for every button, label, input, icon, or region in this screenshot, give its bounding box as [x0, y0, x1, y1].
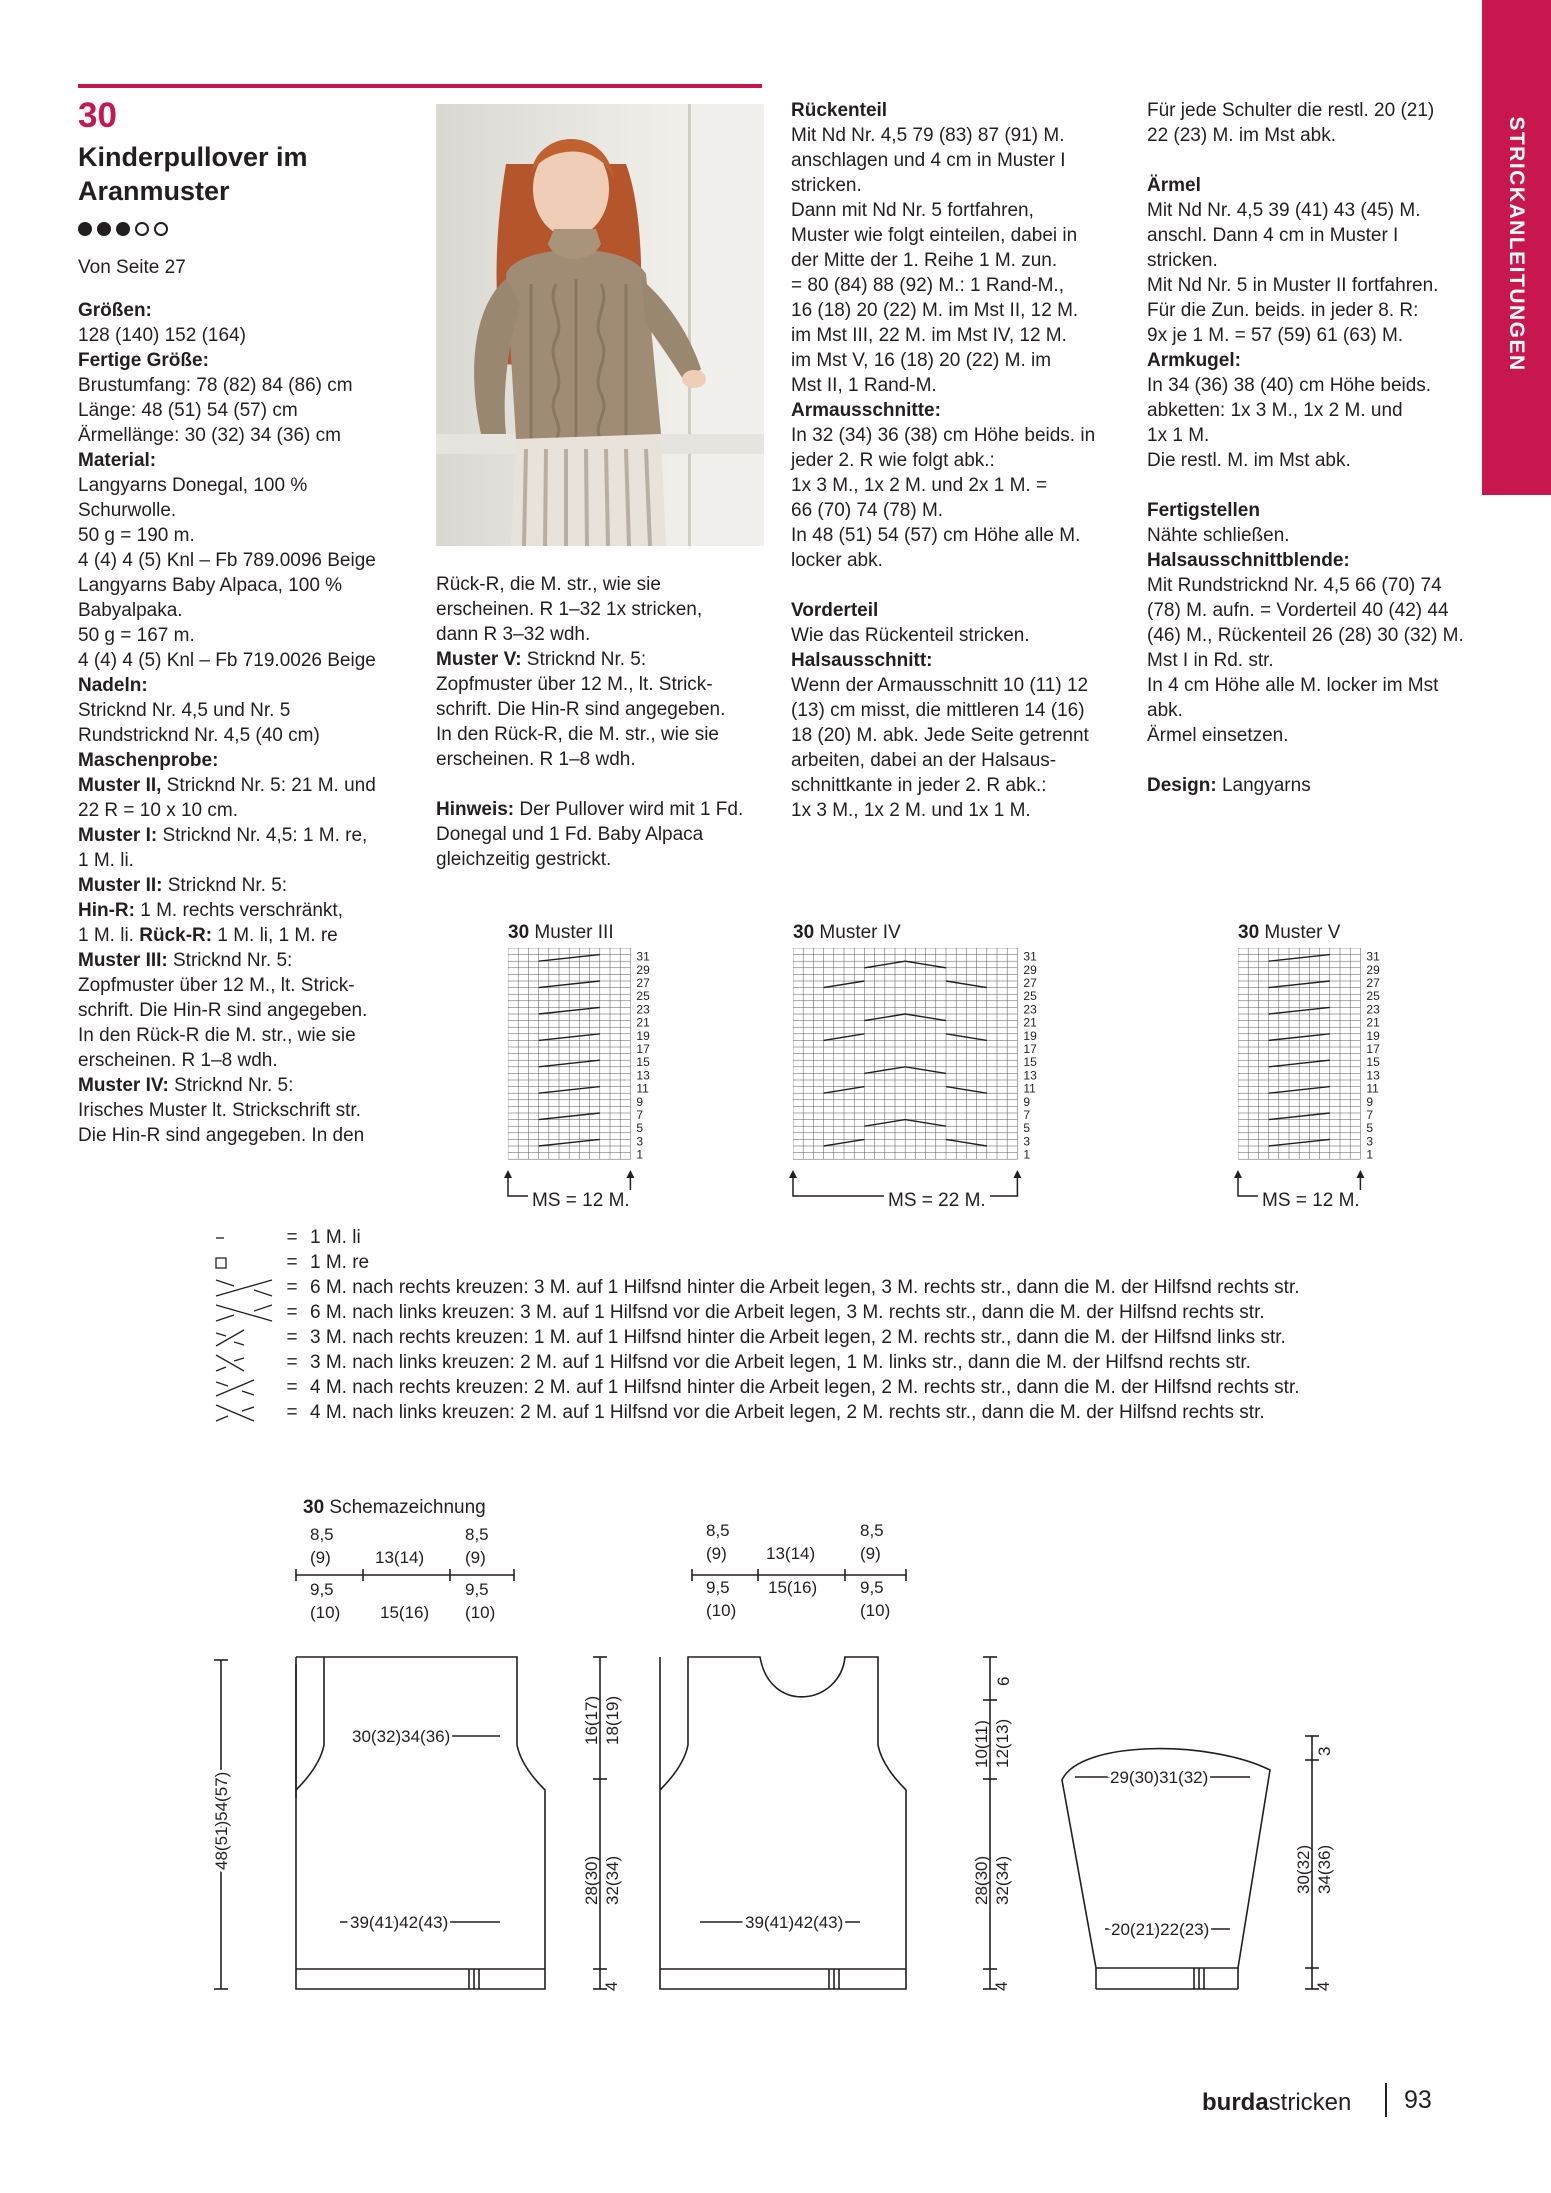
chart-row-number: 5 — [1366, 1121, 1374, 1136]
text-line: Muster wie folgt einteilen, dabei in — [791, 225, 1078, 246]
text-line: stricken. — [791, 175, 862, 196]
svg-text:8,5: 8,5 — [465, 1525, 489, 1544]
legend-equals: = — [286, 1251, 298, 1273]
footer-divider — [1385, 2083, 1387, 2117]
text-line: Langyarns Baby Alpaca, 100 % — [78, 575, 343, 596]
text-line: Armkugel: — [1147, 350, 1241, 371]
chart-row-number: 3 — [1366, 1134, 1374, 1149]
chart-row-number: 13 — [1366, 1068, 1380, 1083]
svg-text:(10): (10) — [706, 1601, 737, 1620]
legend-text: 4 M. nach links kreuzen: 2 M. auf 1 Hilfsnd vor die Arbeit legen, 2 M. rechts str., dann die M. der Hilfsnd rechts str. — [310, 1401, 1265, 1423]
text-line: stricken. — [1147, 250, 1218, 271]
pattern-number: 30 — [78, 96, 117, 135]
text-line: im Mst III, 22 M. im Mst IV, 12 M. — [791, 325, 1067, 346]
text-line: gleichzeitig gestrickt. — [436, 849, 612, 870]
text-line: der Mitte der 1. Reihe 1 M. zun. — [791, 250, 1058, 271]
legend-text: 3 M. nach links kreuzen: 2 M. auf 1 Hilfsnd vor die Arbeit legen, 1 M. links str., dann die M. der Hilfsnd rechts str. — [310, 1351, 1251, 1373]
svg-text:(9): (9) — [706, 1544, 727, 1563]
text-line: Größen: — [78, 300, 152, 321]
pattern-title: Kinderpullover im Aranmuster — [78, 142, 308, 206]
difficulty-dot-empty — [135, 222, 149, 236]
svg-text:16(17): 16(17) — [582, 1695, 601, 1745]
text-line: schrift. Die Hin-R sind angegeben. — [436, 699, 726, 720]
text-line: Ärmel — [1147, 175, 1201, 196]
text-line: Zopfmuster über 12 M., lt. Strick- — [436, 674, 713, 695]
repeat-label-muster-iii: MS = 12 M. — [528, 1190, 634, 1212]
chart-row-number: 27 — [636, 976, 650, 990]
text-line: 4 (4) 4 (5) Knl – Fb 789.0096 Beige — [78, 550, 376, 571]
chart-row-number: 17 — [1023, 1042, 1037, 1056]
chart-row-number: 27 — [1366, 976, 1380, 990]
text-line: Für die Zun. beids. in jeder 8. R: — [1147, 300, 1419, 321]
text-line: anschlagen und 4 cm in Muster I — [791, 150, 1066, 171]
chart-row-number: 31 — [636, 949, 650, 964]
svg-text:(10): (10) — [860, 1601, 891, 1620]
text-line: In 32 (34) 36 (38) cm Höhe beids. in — [791, 425, 1096, 446]
knitting-chart-muster-iv — [793, 948, 1123, 1176]
text-line: schrift. Die Hin-R sind angegeben. — [78, 1000, 368, 1021]
svg-text:8,5: 8,5 — [706, 1521, 730, 1540]
chart-row-number: 23 — [636, 1002, 650, 1017]
legend-equals: = — [286, 1376, 298, 1398]
text-line: 1x 3 M., 1x 2 M. und 2x 1 M. = — [791, 475, 1048, 496]
difficulty-dot-empty — [154, 222, 168, 236]
chart-row-number: 1 — [636, 1147, 644, 1162]
legend-text: 6 M. nach links kreuzen: 3 M. auf 1 Hilfsnd vor die Arbeit legen, 3 M. rechts str., dann die M. der Hilfsnd rechts str. — [310, 1301, 1265, 1323]
legend-symbol-purl — [214, 1227, 274, 1249]
chart-title-muster-v: 30 Muster V — [1238, 922, 1341, 943]
text-line: locker abk. — [791, 550, 883, 571]
chart-row-number: 9 — [1023, 1094, 1031, 1109]
text-line: 50 g = 190 m. — [78, 525, 195, 546]
chart-row-number: 25 — [636, 989, 650, 1004]
text-line: Halsausschnitt: — [791, 650, 933, 671]
legend-text: 4 M. nach rechts kreuzen: 2 M. auf 1 Hilfsnd hinter die Arbeit legen, 2 M. rechts str., dann die M. der Hilfsnd rechts str. — [310, 1376, 1300, 1398]
text-line: Vorderteil — [791, 600, 879, 621]
svg-text:(9): (9) — [310, 1548, 331, 1567]
chart-row-number: 13 — [1023, 1068, 1037, 1083]
legend-symbol-cable4l — [214, 1402, 274, 1424]
svg-text:15(16): 15(16) — [768, 1578, 818, 1597]
svg-text:34(36): 34(36) — [1315, 1844, 1334, 1894]
legend-text: 6 M. nach rechts kreuzen: 3 M. auf 1 Hilfsnd hinter die Arbeit legen, 3 M. rechts str., dann die M. der Hilfsnd rechts str. — [310, 1276, 1300, 1298]
chart-row-number: 19 — [1023, 1028, 1037, 1043]
svg-text:30(32)34(36): 30(32)34(36) — [352, 1727, 451, 1746]
svg-text:9,5: 9,5 — [310, 1580, 334, 1599]
svg-text:9,5: 9,5 — [465, 1580, 489, 1599]
text-line: Mit Nd Nr. 4,5 79 (83) 87 (91) M. — [791, 125, 1065, 146]
svg-text:20(21)22(23): 20(21)22(23) — [1111, 1920, 1210, 1939]
text-line: Material: — [78, 450, 157, 471]
brand-logo: burdastricken — [1202, 2089, 1352, 2116]
text-line: In 34 (36) 38 (40) cm Höhe beids. — [1147, 375, 1432, 396]
chart-row-number: 15 — [1023, 1055, 1037, 1070]
difficulty-rating — [78, 222, 168, 236]
text-line: Hin-R: 1 M. rechts verschränkt, — [78, 900, 343, 921]
text-line: Stricknd Nr. 4,5 und Nr. 5 — [78, 700, 291, 721]
svg-text:10(11): 10(11) — [972, 1720, 991, 1768]
text-line: (13) cm misst, die mittleren 14 (16) — [791, 700, 1085, 721]
legend-row — [214, 1375, 1300, 1400]
svg-text:32(34): 32(34) — [993, 1855, 1012, 1905]
chart-row-number: 21 — [1023, 1015, 1037, 1030]
text-line: Design: Langyarns — [1147, 775, 1311, 796]
text-line: Mit Nd Nr. 4,5 39 (41) 43 (45) M. — [1147, 200, 1421, 221]
text-line: 18 (20) M. abk. Jede Seite getrennt — [791, 725, 1089, 746]
text-line: Irisches Muster lt. Strickschrift str. — [78, 1100, 361, 1121]
legend-equals: = — [286, 1351, 298, 1373]
legend-symbol-cable4r — [214, 1377, 274, 1399]
text-line: im Mst V, 16 (18) 20 (22) M. im — [791, 350, 1052, 371]
chart-row-number: 25 — [1366, 989, 1380, 1004]
text-line: 9x je 1 M. = 57 (59) 61 (63) M. — [1147, 325, 1404, 346]
legend-equals: = — [286, 1226, 298, 1248]
page-number: 93 — [1404, 2086, 1432, 2114]
text-line: Rundstricknd Nr. 4,5 (40 cm) — [78, 725, 320, 746]
chart-row-number: 13 — [636, 1068, 650, 1083]
text-line: erscheinen. R 1–8 wdh. — [436, 749, 636, 770]
schema-title: 30 Schemazeichnung — [303, 1497, 486, 1518]
repeat-label-muster-v: MS = 12 M. — [1258, 1190, 1364, 1212]
chart-row-number: 19 — [1366, 1028, 1380, 1043]
column-patterns-cont — [436, 572, 776, 872]
page-reference: Von Seite 27 — [78, 257, 186, 278]
chart-row-number: 25 — [1023, 989, 1037, 1004]
text-line: Muster II: Stricknd Nr. 5: — [78, 875, 288, 896]
text-line: Die Hin-R sind angegeben. In den — [78, 1125, 365, 1146]
svg-text:9,5: 9,5 — [706, 1578, 730, 1597]
paragraph-gap — [1147, 473, 1487, 498]
chart-row-number: 7 — [1023, 1108, 1031, 1122]
text-line: Donegal und 1 Fd. Baby Alpaca — [436, 824, 704, 845]
legend-row — [214, 1400, 1300, 1425]
legend-text: 3 M. nach rechts kreuzen: 1 M. auf 1 Hilfsnd hinter die Arbeit legen, 2 M. rechts str., dann die M. der Hilfsnd links str. — [310, 1326, 1286, 1348]
text-line: dann R 3–32 wdh. — [436, 624, 591, 645]
chart-row-number: 21 — [1366, 1015, 1380, 1030]
text-line: 4 (4) 4 (5) Knl – Fb 719.0026 Beige — [78, 650, 376, 671]
text-line: Zopfmuster über 12 M., lt. Strick- — [78, 975, 355, 996]
text-line: Wenn der Armausschnitt 10 (11) 12 — [791, 675, 1089, 696]
chart-title-muster-iv: 30 Muster IV — [793, 922, 901, 943]
text-line: Muster V: Stricknd Nr. 5: — [436, 649, 647, 670]
text-line: Fertige Größe: — [78, 350, 209, 371]
text-line: (78) M. aufn. = Vorderteil 40 (42) 44 — [1147, 600, 1449, 621]
svg-text:32(34): 32(34) — [603, 1855, 622, 1905]
chart-row-number: 5 — [636, 1121, 644, 1136]
chart-row-number: 7 — [636, 1108, 644, 1122]
legend-symbol-cable6l — [214, 1302, 274, 1324]
svg-text:28(30): 28(30) — [972, 1855, 991, 1905]
svg-text:4: 4 — [602, 1981, 621, 1991]
paragraph-gap — [1147, 148, 1487, 173]
section-tab-label: STRICKANLEITUNGEN — [1505, 116, 1528, 372]
svg-text:29(30)31(32): 29(30)31(32) — [1110, 1768, 1209, 1787]
svg-text:(10): (10) — [310, 1603, 341, 1622]
text-line: erscheinen. R 1–8 wdh. — [78, 1050, 278, 1071]
text-line: In den Rück-R, die M. str., wie sie — [436, 724, 719, 745]
text-line: jeder 2. R wie folgt abk.: — [791, 450, 995, 471]
svg-text:(9): (9) — [465, 1548, 486, 1567]
chart-row-number: 11 — [1366, 1081, 1379, 1096]
text-line: anschl. Dann 4 cm in Muster I — [1147, 225, 1399, 246]
svg-text:28(30): 28(30) — [582, 1855, 601, 1905]
chart-row-number: 3 — [1023, 1134, 1031, 1149]
chart-row-number: 27 — [1023, 976, 1037, 990]
legend-row — [214, 1250, 1300, 1275]
text-line: Muster I: Stricknd Nr. 4,5: 1 M. re, — [78, 825, 368, 846]
legend-symbol-cable3l — [214, 1352, 274, 1374]
chart-row-number: 7 — [1366, 1108, 1374, 1122]
text-line: Babyalpaka. — [78, 600, 183, 621]
symbol-legend — [214, 1225, 1300, 1425]
text-line: Muster II, Stricknd Nr. 5: 21 M. und — [78, 775, 376, 796]
difficulty-dot-filled — [116, 222, 130, 236]
text-line: Schurwolle. — [78, 500, 177, 521]
text-line: Mit Rundstricknd Nr. 4,5 66 (70) 74 — [1147, 575, 1442, 596]
svg-text:4: 4 — [1314, 1981, 1333, 1991]
chart-row-number: 9 — [1366, 1094, 1374, 1109]
text-line: 1x 3 M., 1x 2 M. und 1x 1 M. — [791, 800, 1031, 821]
legend-equals: = — [286, 1326, 298, 1348]
text-line: Mit Nd Nr. 5 in Muster II fortfahren. — [1147, 275, 1439, 296]
chart-row-number: 5 — [1023, 1121, 1031, 1136]
legend-equals: = — [286, 1401, 298, 1423]
text-line: 22 (23) M. im Mst abk. — [1147, 125, 1336, 146]
text-line: Muster IV: Stricknd Nr. 5: — [78, 1075, 294, 1096]
text-line: In den Rück-R die M. str., wie sie — [78, 1025, 356, 1046]
svg-text:6: 6 — [994, 1676, 1013, 1686]
svg-text:8,5: 8,5 — [310, 1525, 334, 1544]
text-line: Rückenteil — [791, 100, 888, 121]
text-line: Hinweis: Der Pullover wird mit 1 Fd. — [436, 799, 744, 820]
text-line: Armausschnitte: — [791, 400, 941, 421]
svg-text:8,5: 8,5 — [860, 1521, 884, 1540]
chart-row-number: 3 — [636, 1134, 644, 1149]
text-line: schnittkante in jeder 2. R abk.: — [791, 775, 1047, 796]
text-line: Nadeln: — [78, 675, 148, 696]
chart-row-number: 11 — [1023, 1081, 1036, 1096]
chart-row-number: 23 — [1023, 1002, 1037, 1017]
text-line: Muster III: Stricknd Nr. 5: — [78, 950, 293, 971]
chart-row-number: 1 — [1366, 1147, 1374, 1162]
legend-row — [214, 1350, 1300, 1375]
svg-text:30(32): 30(32) — [1294, 1844, 1313, 1894]
model-photo — [436, 104, 764, 546]
chart-row-number: 19 — [636, 1028, 650, 1043]
paragraph-gap — [791, 573, 1131, 598]
legend-row — [214, 1325, 1300, 1350]
text-line: In 4 cm Höhe alle M. locker im Mst — [1147, 675, 1439, 696]
text-line: Ärmel einsetzen. — [1147, 725, 1289, 746]
repeat-label-muster-iv: MS = 22 M. — [884, 1190, 990, 1212]
svg-text:39(41)42(43): 39(41)42(43) — [350, 1913, 449, 1932]
svg-text:4: 4 — [992, 1981, 1011, 1991]
svg-text:48(51)54(57): 48(51)54(57) — [212, 1771, 231, 1870]
chart-row-number: 15 — [1366, 1055, 1380, 1070]
legend-row — [214, 1300, 1300, 1325]
text-line: Langyarns Donegal, 100 % — [78, 475, 308, 496]
text-line: Maschenprobe: — [78, 750, 219, 771]
knitting-chart-muster-v — [1238, 948, 1438, 1176]
svg-text:15(16): 15(16) — [380, 1603, 430, 1622]
text-line: Nähte schließen. — [1147, 525, 1290, 546]
chart-row-number: 17 — [636, 1042, 650, 1056]
text-line: 66 (70) 74 (78) M. — [791, 500, 944, 521]
text-line: 1 M. li. Rück-R: 1 M. li, 1 M. re — [78, 925, 338, 946]
text-line: 16 (18) 20 (22) M. im Mst II, 12 M. — [791, 300, 1079, 321]
text-line: Die restl. M. im Mst abk. — [1147, 450, 1351, 471]
svg-text:39(41)42(43): 39(41)42(43) — [745, 1913, 844, 1932]
text-line: Dann mit Nd Nr. 5 fortfahren, — [791, 200, 1034, 221]
chart-row-number: 9 — [636, 1094, 644, 1109]
chart-row-number: 31 — [1366, 949, 1380, 964]
paragraph-gap — [436, 772, 776, 797]
chart-row-number: 29 — [1023, 962, 1037, 977]
legend-equals: = — [286, 1276, 298, 1298]
chart-row-number: 31 — [1023, 949, 1037, 964]
text-line: Brustumfang: 78 (82) 84 (86) cm — [78, 375, 353, 396]
text-line: arbeiten, dabei an der Halsaus- — [791, 750, 1057, 771]
text-line: Länge: 48 (51) 54 (57) cm — [78, 400, 298, 421]
text-line: 1 M. li. — [78, 850, 134, 871]
chart-row-number: 1 — [1023, 1147, 1031, 1162]
text-line: abk. — [1147, 700, 1183, 721]
legend-symbol-cable3r — [214, 1327, 274, 1349]
chart-title-muster-iii: 30 Muster III — [508, 922, 614, 943]
svg-text:18(19): 18(19) — [603, 1695, 622, 1745]
svg-text:13(14): 13(14) — [375, 1548, 425, 1567]
chart-row-number: 15 — [636, 1055, 650, 1070]
text-line: (46) M., Rückenteil 26 (28) 30 (32) M. — [1147, 625, 1464, 646]
text-line: = 80 (84) 88 (92) M.: 1 Rand-M., — [791, 275, 1064, 296]
legend-symbol-cable6r — [214, 1277, 274, 1299]
legend-row — [214, 1225, 1300, 1250]
svg-text:13(14): 13(14) — [766, 1544, 816, 1563]
text-line: Mst I in Rd. str. — [1147, 650, 1274, 671]
svg-text:12(13): 12(13) — [993, 1718, 1012, 1768]
chart-row-number: 29 — [1366, 962, 1380, 977]
text-line: erscheinen. R 1–32 1x stricken, — [436, 599, 703, 620]
text-line: In 48 (51) 54 (57) cm Höhe alle M. — [791, 525, 1081, 546]
text-line: 128 (140) 152 (164) — [78, 325, 246, 346]
legend-equals: = — [286, 1301, 298, 1323]
text-line: abketten: 1x 3 M., 1x 2 M. und — [1147, 400, 1403, 421]
text-line: 1x 1 M. — [1147, 425, 1210, 446]
column-materials — [78, 298, 418, 1148]
svg-text:3: 3 — [1315, 1746, 1334, 1756]
column-sleeve-finishing — [1147, 98, 1487, 798]
svg-text:9,5: 9,5 — [860, 1578, 884, 1597]
text-line: Halsausschnittblende: — [1147, 550, 1350, 571]
column-back-front — [791, 98, 1131, 823]
chart-row-number: 17 — [1366, 1042, 1380, 1056]
text-line: Für jede Schulter die restl. 20 (21) — [1147, 100, 1435, 121]
text-line: Wie das Rückenteil stricken. — [791, 625, 1030, 646]
knitting-chart-muster-iii — [508, 948, 708, 1176]
paragraph-gap — [1147, 748, 1487, 773]
legend-row — [214, 1275, 1300, 1300]
text-line: Mst II, 1 Rand-M. — [791, 375, 937, 396]
text-line: 50 g = 167 m. — [78, 625, 195, 646]
chart-row-number: 21 — [636, 1015, 650, 1030]
text-line: Fertigstellen — [1147, 500, 1260, 521]
accent-top-line — [78, 84, 762, 88]
text-line: Rück-R, die M. str., wie sie — [436, 574, 661, 595]
svg-text:(9): (9) — [860, 1544, 881, 1563]
difficulty-dot-filled — [78, 222, 92, 236]
legend-symbol-knit — [214, 1252, 274, 1274]
chart-row-number: 29 — [636, 962, 650, 977]
text-line: 22 R = 10 x 10 cm. — [78, 800, 238, 821]
chart-row-number: 11 — [636, 1081, 649, 1096]
legend-text: 1 M. li — [310, 1226, 361, 1248]
text-line: Ärmellänge: 30 (32) 34 (36) cm — [78, 425, 341, 446]
legend-text: 1 M. re — [310, 1251, 370, 1273]
svg-text:(10): (10) — [465, 1603, 496, 1622]
chart-row-number: 23 — [1366, 1002, 1380, 1017]
difficulty-dot-filled — [97, 222, 111, 236]
